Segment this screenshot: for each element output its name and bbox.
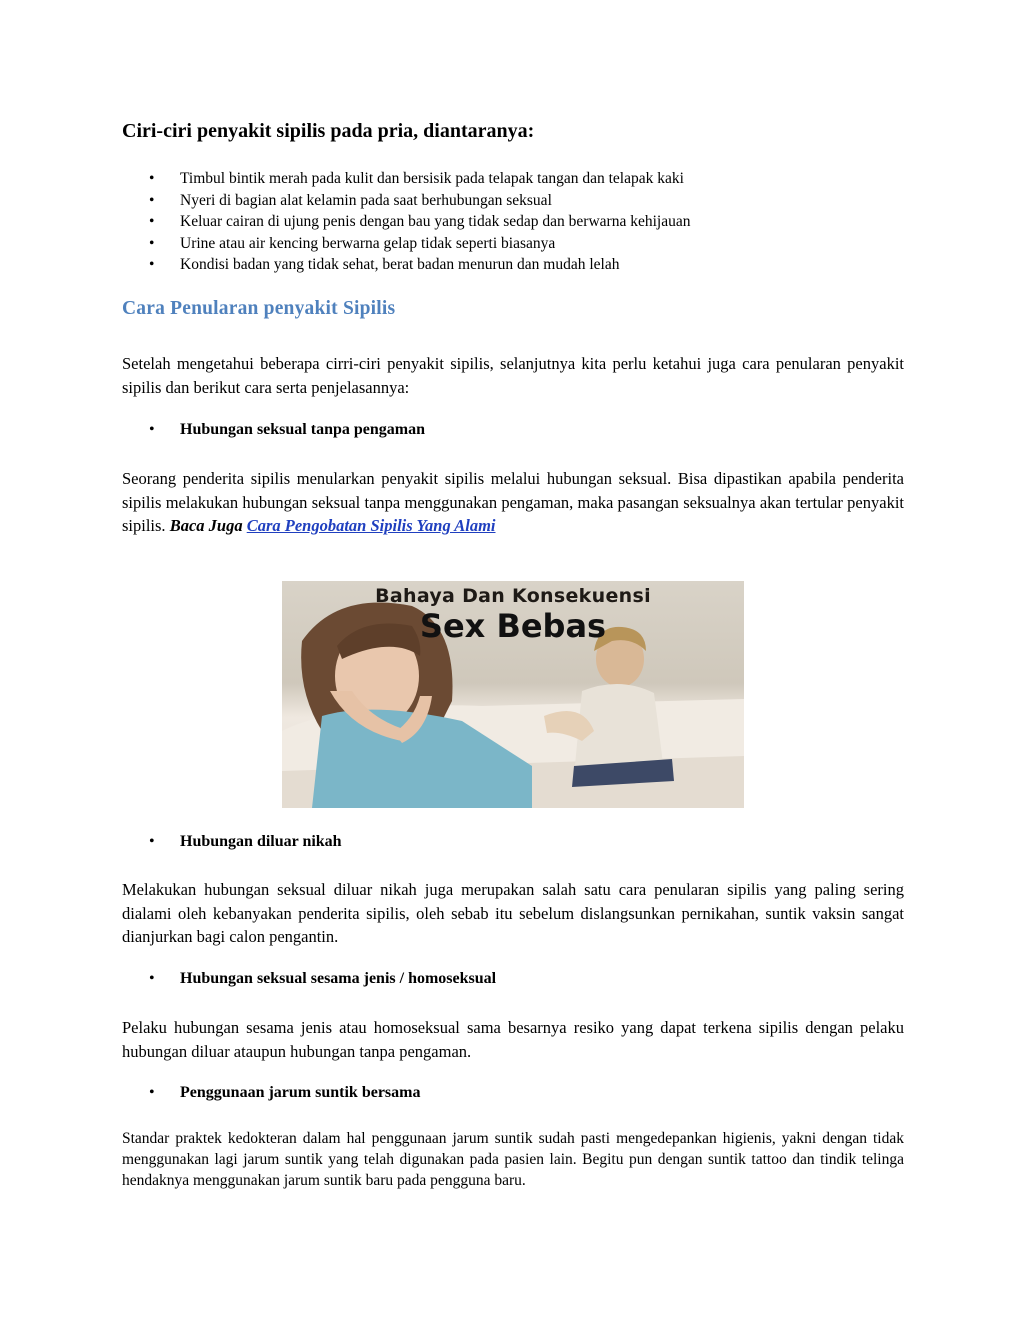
symptoms-heading: Ciri-ciri penyakit sipilis pada pria, diantaranya: xyxy=(122,120,535,142)
article-link[interactable]: Cara Pengobatan Sipilis Yang Alami xyxy=(246,516,496,535)
bullet-icon: • xyxy=(149,213,155,230)
list-item: • Urine atau air kencing berwarna gelap tidak seperti biasanya xyxy=(122,233,904,255)
list-item: • Nyeri di bagian alat kelamin pada saat berhubungan seksual xyxy=(122,190,904,212)
photo-caption-line1: Bahaya Dan Konsekuensi xyxy=(375,585,651,607)
section-paragraph: Standar praktek kedokteran dalam hal penggunaan jarum suntik sudah pasti mengedepankan higienis, yakni dengan tidak menggunakan lagi jarum suntik yang telah digunakan pada pasien lain. Begitu pun dengan suntik tattoo dan tindik telinga hendaknya menggunakan jarum suntik baru pada pengguna baru. xyxy=(122,1130,904,1189)
section-paragraph: Seorang penderita sipilis menularkan penyakit sipilis melalui hubungan seksual. Bisa dipastikan apabila penderita sipilis melakukan hubungan seksual tanpa menggunakan pengaman, maka pasangan seksualnya akan tertular penyakit sipilis. Baca Juga Cara Pengobatan Sipilis Yang Alami xyxy=(122,469,904,535)
bullet-icon: • xyxy=(149,191,155,209)
list-item: • Keluar cairan di ujung penis dengan bau yang tidak sedap dan berwarna kehijauan xyxy=(122,211,904,233)
bullet-icon: • xyxy=(149,1084,155,1101)
bullet-icon: • xyxy=(149,170,155,187)
bullet-icon: • xyxy=(149,421,155,438)
bullet-icon: • xyxy=(149,970,155,987)
intro-paragraph: Setelah mengetahui beberapa cirri-ciri penyakit sipilis, selanjutnya kita perlu ketahui juga cara penularan penyakit sipilis dan berikut cara serta penjelasannya: xyxy=(122,354,904,397)
bullet-icon: • xyxy=(149,833,155,850)
section-paragraph: Melakukan hubungan seksual diluar nikah juga merupakan salah satu cara penularan sipilis yang paling sering dialami oleh kebanyakan penderita sipilis, oleh sebab itu sebelum dislangsunkan pernikahan, suntik vaksin sangat dianjurkan bagi calon pengantin. xyxy=(122,880,904,946)
bullet-icon: • xyxy=(149,234,155,252)
article-photo xyxy=(282,581,744,808)
bullet-icon: • xyxy=(149,256,155,273)
read-also-label: Baca Juga xyxy=(169,516,243,535)
symptoms-list xyxy=(122,168,904,276)
photo-caption-line2: Sex Bebas xyxy=(419,607,607,645)
list-item: • Timbul bintik merah pada kulit dan bersisik pada telapak tangan dan telapak kaki xyxy=(122,168,904,190)
section-paragraph: Pelaku hubungan sesama jenis atau homoseksual sama besarnya resiko yang dapat terkena sipilis dengan pelaku hubungan diluar ataupun hubungan tanpa pengaman. xyxy=(122,1018,904,1061)
transmission-heading: Cara Penularan penyakit Sipilis xyxy=(122,298,396,319)
list-item: • Kondisi badan yang tidak sehat, berat badan menurun dan mudah lelah xyxy=(122,254,904,276)
